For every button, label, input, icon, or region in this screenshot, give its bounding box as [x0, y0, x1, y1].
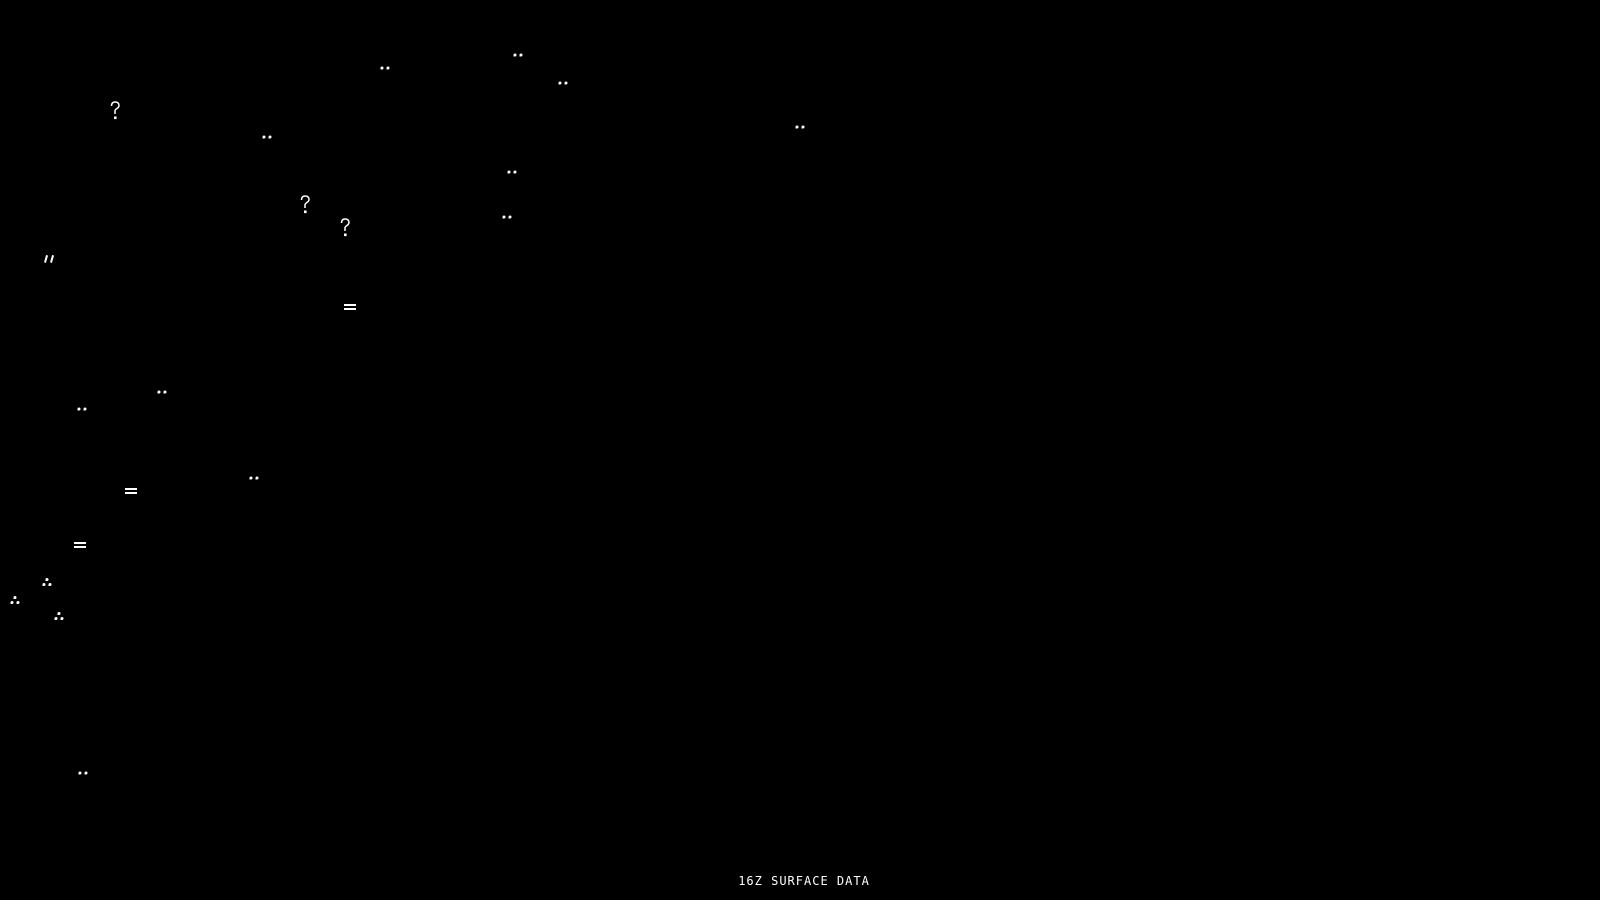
- two-dots-light-rain-icon: [250, 477, 259, 480]
- double-bar-mist-icon: [125, 488, 137, 494]
- double-bar-mist-icon: [74, 542, 86, 548]
- three-dots-moderate-rain-icon: [55, 612, 64, 620]
- two-dots-light-rain-icon: [503, 216, 512, 219]
- hook-question-mark-icon: [340, 218, 351, 238]
- two-dots-light-rain-icon: [78, 408, 87, 411]
- double-comma-drizzle-icon: [45, 255, 53, 263]
- two-dots-light-rain-icon: [508, 171, 517, 174]
- plot-title: 16Z SURFACE DATA: [738, 874, 870, 888]
- two-dots-light-rain-icon: [559, 82, 568, 85]
- two-dots-light-rain-icon: [263, 136, 272, 139]
- two-dots-light-rain-icon: [381, 67, 390, 70]
- two-dots-light-rain-icon: [79, 772, 88, 775]
- two-dots-light-rain-icon: [158, 391, 167, 394]
- double-bar-mist-icon: [344, 304, 356, 310]
- hook-question-mark-icon: [110, 101, 121, 121]
- three-dots-moderate-rain-icon: [43, 578, 52, 586]
- two-dots-light-rain-icon: [796, 126, 805, 129]
- three-dots-moderate-rain-icon: [11, 596, 20, 604]
- hook-question-mark-icon: [300, 195, 311, 215]
- two-dots-light-rain-icon: [514, 54, 523, 57]
